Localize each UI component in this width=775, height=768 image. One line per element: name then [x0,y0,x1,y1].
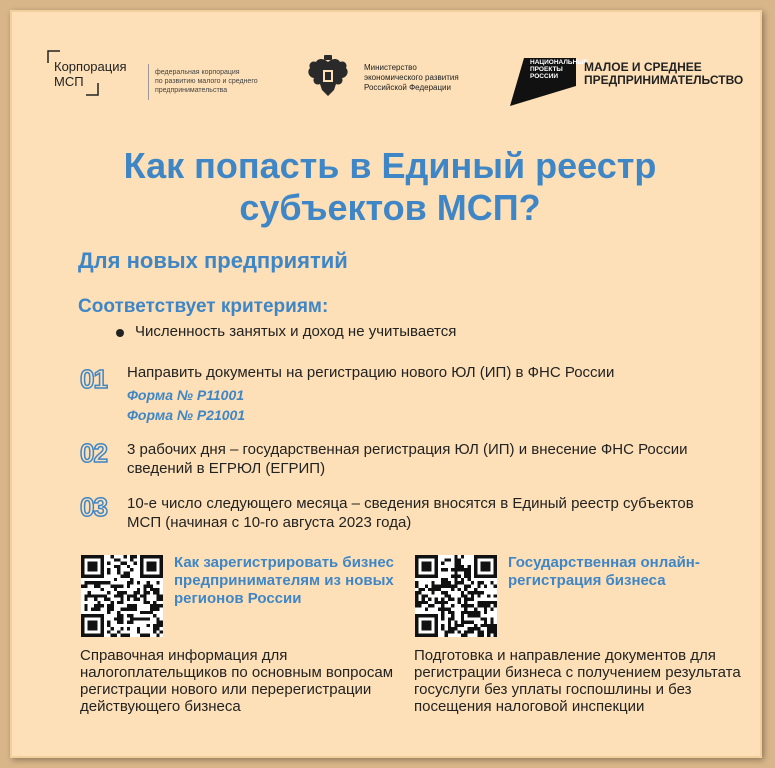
corp-logo-name: Корпорация МСП [54,59,127,89]
poster [10,10,762,758]
step-number: 01 [80,364,107,394]
qr-code-icon[interactable] [415,555,497,637]
step-text: 3 рабочих дня – государственная регистрация ЮЛ (ИП) и внесение ФНС России сведений в ЕГРЮЛ (ЕГРИП) [127,441,688,477]
criteria-bullet: Численность занятых и доход не учитывается [135,323,457,340]
np-logo-text: МАЛОЕ И СРЕДНЕЕ ПРЕДПРИНИМАТЕЛЬСТВО [584,60,744,87]
step-text: 10-е число следующего месяца – сведения вносятся в Единый реестр субъектов МСП (начиная с 10-го августа 2023 года) [127,495,694,531]
register-new-regions-link[interactable]: Как зарегистрировать бизнес предпринимателям из новых регионов России [174,554,394,607]
step-number: 02 [80,438,107,468]
criteria-heading: Соответствует критериям: [78,296,329,317]
page-title: Как попасть в Единый реестр субъектов МСП? [123,145,657,228]
link-description: Справочная информация для налогоплательщиков по основным вопросам регистрации нового или перерегистрации действующего бизнеса [80,647,394,715]
ministry-logo-text: Министерство экономического развития Российской Федерации [364,63,459,92]
logo-divider [148,64,149,100]
link-description: Подготовка и направление документов для регистрации бизнеса с получением результата госуслуги без уплаты госпошлины и без посещения налоговой инспекции [414,647,741,715]
form-link[interactable]: Форма № Р11001 [127,387,245,403]
bullet-icon [116,329,124,337]
corp-logo-subtitle: федеральная корпорация по развитию малого и среднего предпринимательства [155,69,258,94]
section-subtitle: Для новых предприятий [78,248,348,273]
online-registration-link[interactable]: Государственная онлайн-регистрация бизнеса [508,554,700,589]
step-text: Направить документы на регистрацию нового ЮЛ (ИП) в ФНС России [127,364,615,381]
national-projects-badge: НАЦИОНАЛЬНЫЕ ПРОЕКТЫ РОССИИ [530,59,588,80]
double-headed-eagle-icon [306,54,350,100]
form-link[interactable]: Форма № Р21001 [127,407,246,423]
qr-code-icon[interactable] [81,555,163,637]
step-number: 03 [80,492,107,522]
